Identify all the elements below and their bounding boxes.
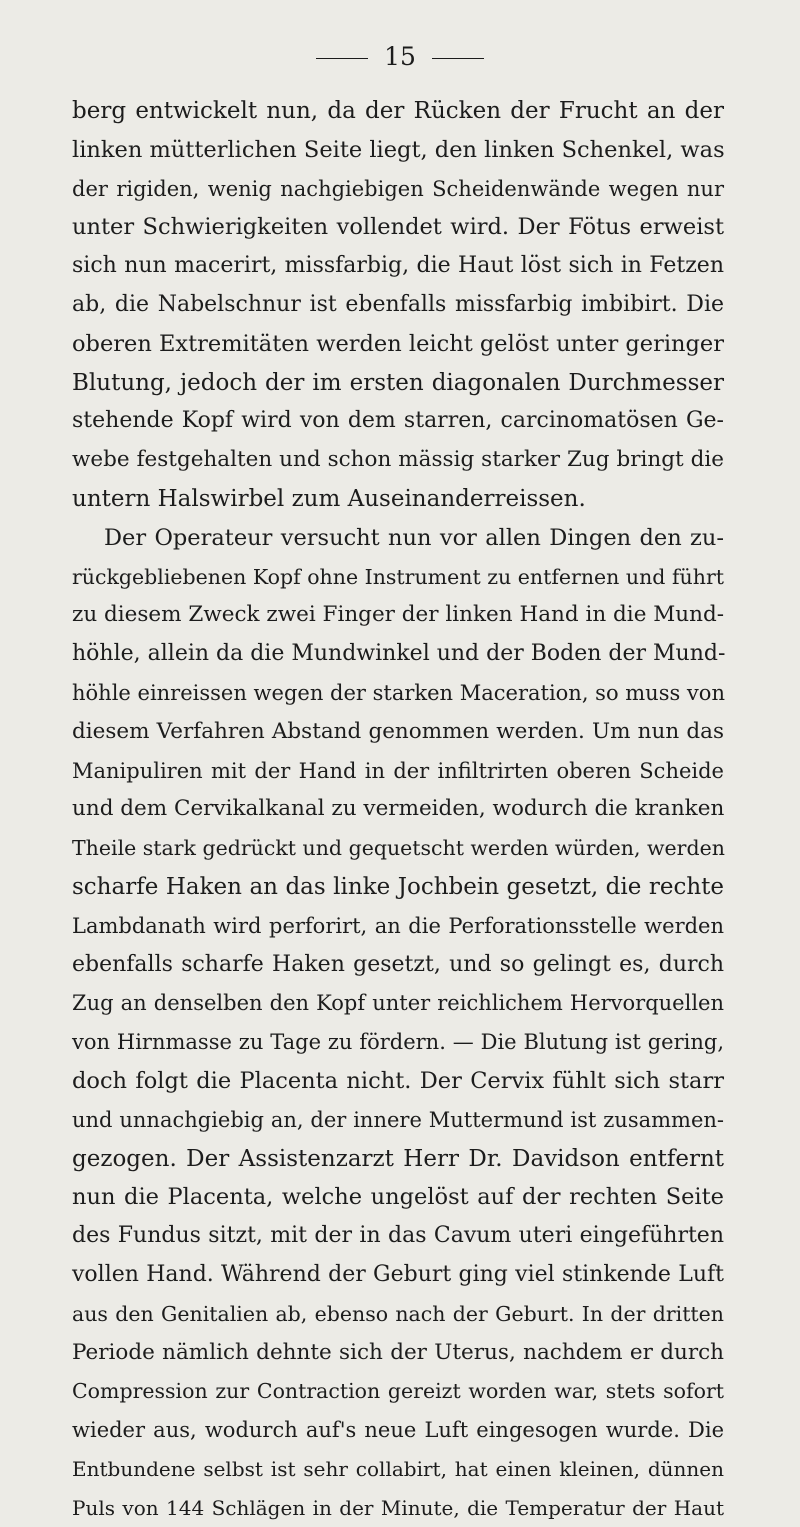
text-line: Manipuliren mit der Hand in der infiltrirten oberen Scheide (72, 758, 724, 783)
text-line: ebenfalls scharfe Haken gesetzt, und so gelingt es, durch (72, 951, 724, 977)
text-line: von Hirnmasse zu Tage zu fördern. — Die Blutung ist gering, (72, 1030, 724, 1055)
text-line: und unnachgiebig an, der innere Muttermund ist zusammen- (72, 1107, 724, 1132)
body-text (72, 92, 724, 1527)
text-line: untern Halswirbel zum Auseinanderreissen. (72, 485, 586, 512)
text-line: oberen Extremitäten werden leicht gelöst unter geringer (72, 330, 724, 357)
text-line: webe festgehalten und schon mässig starker Zug bringt die (72, 447, 724, 473)
text-line: Compression zur Contraction gereizt worden war, stets sofort (72, 1379, 724, 1404)
text-line: nun die Placenta, welche ungelöst auf der rechten Seite (72, 1184, 724, 1211)
text-line: Periode nämlich dehnte sich der Uterus, nachdem er durch (72, 1339, 724, 1365)
text-line: höhle einreissen wegen der starken Maceration, so muss von (72, 680, 725, 705)
text-line: unter Schwierigkeiten vollendet wird. Der Fötus erweist (72, 214, 724, 241)
text-line: der rigiden, wenig nachgiebigen Scheidenwände wegen nur (72, 176, 724, 201)
text-line: gezogen. Der Assistenzarzt Herr Dr. Davidson entfernt (72, 1145, 724, 1172)
text-line: stehende Kopf wird von dem starren, carcinomatösen Ge- (72, 408, 724, 434)
text-line: ab, die Nabelschnur ist ebenfalls missfarbig imbibirt. Die (72, 291, 724, 317)
text-line: Theile stark gedrückt und gequetscht werden würden, werden (72, 836, 725, 861)
text-line: des Fundus sitzt, mit der in das Cavum uteri eingeführten (72, 1223, 724, 1249)
text-line: vollen Hand. Während der Geburt ging viel stinkende Luft (72, 1261, 724, 1287)
text-line: Zug an denselben den Kopf unter reichlichem Hervorquellen (72, 991, 724, 1016)
page-header (0, 40, 800, 74)
text-line: wieder aus, wodurch auf's neue Luft eingesogen wurde. Die (72, 1418, 724, 1443)
text-line: Puls von 144 Schlägen in der Minute, die Temperatur der Haut (72, 1495, 724, 1520)
text-line: scharfe Haken an das linke Jochbein gesetzt, die rechte (72, 873, 724, 900)
text-line: Blutung, jedoch der im ersten diagonalen Durchmesser (72, 369, 724, 396)
text-line: Der Operateur versucht nun vor allen Dingen den zu- (104, 524, 724, 551)
text-line: doch folgt die Placenta nicht. Der Cervix fühlt sich starr (72, 1067, 724, 1094)
text-line: höhle, allein da die Mundwinkel und der Boden der Mund- (72, 641, 726, 667)
text-line: und dem Cervikalkanal zu vermeiden, wodurch die kranken (72, 796, 725, 822)
text-line: zu diesem Zweck zwei Finger der linken Hand in die Mund- (72, 602, 724, 628)
text-line: diesem Verfahren Abstand genommen werden. Um nun das (72, 718, 724, 744)
text-line: aus den Genitalien ab, ebenso nach der Geburt. In der dritten (72, 1301, 724, 1326)
header-dash-right (432, 58, 484, 59)
text-line: berg entwickelt nun, da der Rücken der Frucht an der (72, 98, 724, 124)
text-line: linken mütterlichen Seite liegt, den linken Schenkel, was (72, 136, 725, 163)
text-line: rückgebliebenen Kopf ohne Instrument zu entfernen und führt (72, 564, 724, 589)
header-dash-left (316, 58, 368, 59)
text-line: sich nun macerirt, missfarbig, die Haut löst sich in Fetzen (72, 253, 724, 279)
text-line: Lambdanath wird perforirt, an die Perforationsstelle werden (72, 913, 724, 938)
page-number: 15 (384, 42, 416, 71)
text-line: Entbundene selbst ist sehr collabirt, hat einen kleinen, dünnen (72, 1456, 724, 1481)
